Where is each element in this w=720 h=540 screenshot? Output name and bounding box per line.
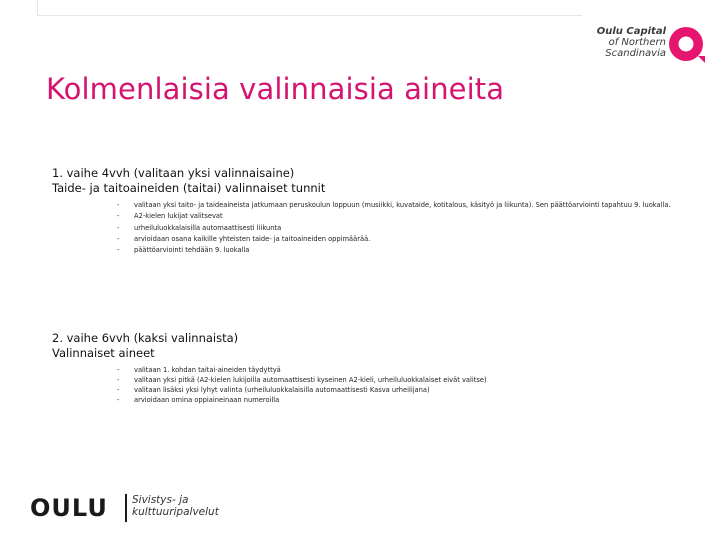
list-item: - arvioidaan omina oppiaineinaan numeroilla (117, 396, 280, 405)
list-item: - valitaan 1. kohdan taitai-aineiden täydyttyä (117, 366, 281, 374)
list-item: - urheiluluokkalaisilla automaattisesti liikunta (117, 223, 282, 232)
logo-ring-icon (668, 26, 708, 66)
list-item: - A2-kielen lukijat valitsevat (117, 212, 223, 221)
department-name (132, 494, 252, 518)
logo-line-1: Oulu Capital (596, 26, 666, 37)
section-1-heading: 1. vaihe 4vvh (valitaan yksi valinnaisaine) (52, 166, 295, 180)
section-1-subheading: Taide- ja taitoaineiden (taitai) valinnaiset tunnit (52, 181, 326, 195)
section-2-subheading: Valinnaiset aineet (52, 346, 155, 360)
section-1 (52, 166, 671, 257)
logo-divider (125, 494, 127, 522)
logo-line-3: Scandinavia (605, 48, 666, 59)
department-line-1: Sivistys- ja (132, 494, 189, 506)
page-title: Kolmenlaisia valinnaisia aineita (46, 72, 505, 106)
department-line-2: kulttuuripalvelut (132, 506, 219, 518)
list-item: - valitaan yksi pitkä (A2-kielen lukijoilla automaattisesti kyseinen A2-kieli, urheiluluokkalaiset eivät valitse) (117, 376, 487, 385)
oulu-wordmark: OULU (30, 494, 108, 522)
list-item: - arvioidaan osana kaikille yhteisten taide- ja taitoaineiden oppimäärää. (117, 234, 371, 243)
oulu-capital-logo (596, 26, 714, 70)
top-rule (37, 15, 582, 16)
top-left-rule (37, 0, 38, 15)
section-2 (52, 331, 629, 406)
section-2-list (117, 366, 694, 405)
section-2-heading: 2. vaihe 6vvh (kaksi valinnaista) (52, 331, 239, 345)
section-1-list (117, 201, 694, 255)
logo-line-2: of Northern (608, 37, 666, 48)
list-item: - päättöarviointi tehdään 9. luokalla (117, 246, 250, 255)
list-item: - valitaan yksi taito- ja taideaineista jatkumaan peruskoulun loppuun (musiikki, kuvataide, kotitalous, käsityö ja liikunta). Sen päättöarviointi tapahtuu 9. luokalla. (117, 201, 671, 209)
list-item: - valitaan lisäksi yksi lyhyt valinta (urheiluluokkalaisilla automaattisesti Kasva urheilijana) (117, 386, 430, 395)
